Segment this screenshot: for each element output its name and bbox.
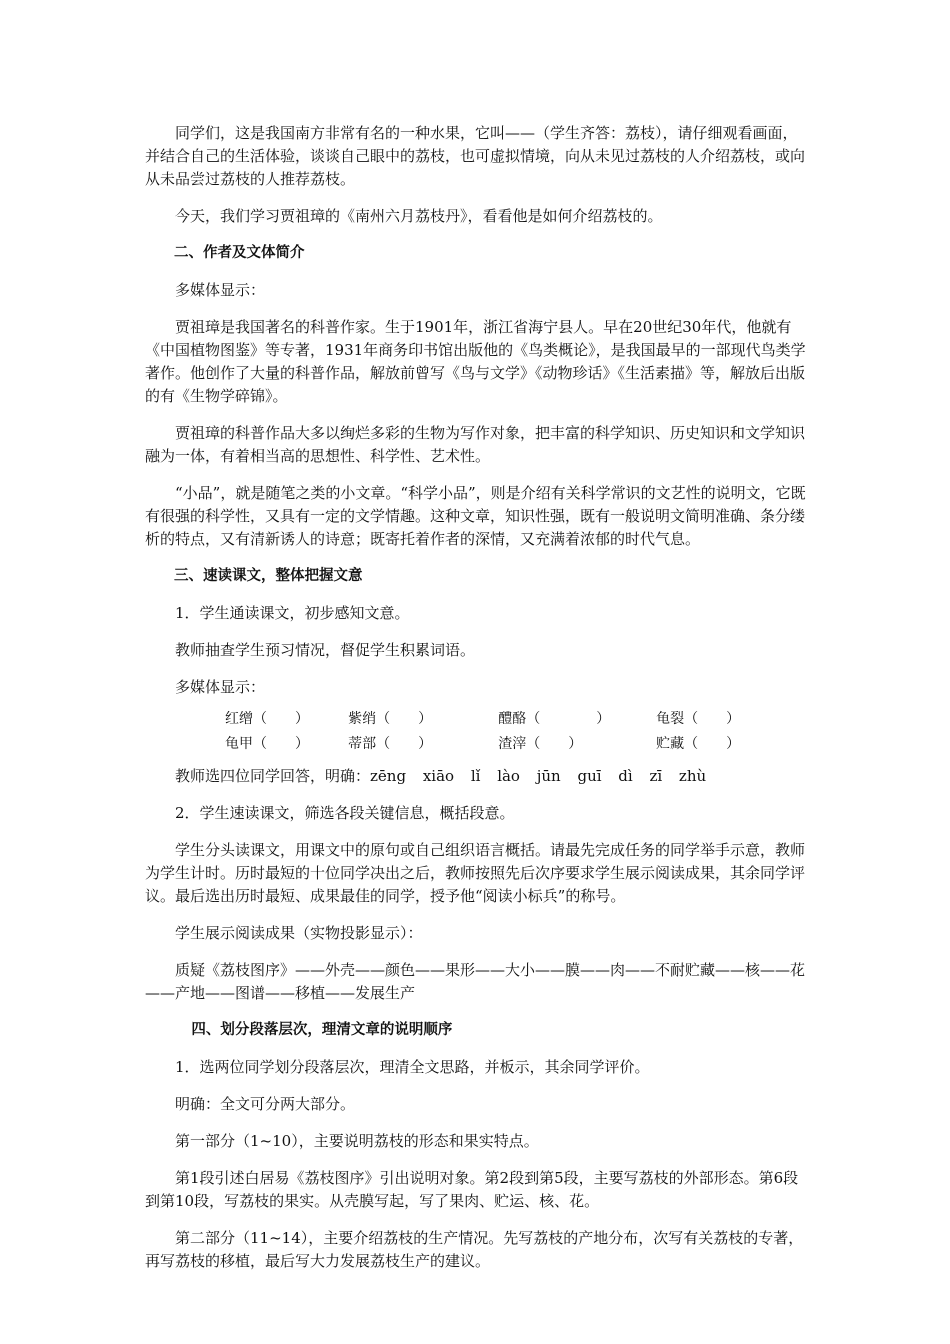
part-two: 第二部分（11~14），主要介绍荔枝的生产情况。先写荔枝的产地分布，次写有关荔枝的专著，再写荔枝的移植，最后写大力发展荔枝生产的建议。 [145, 1229, 804, 1270]
today-paragraph: 今天，我们学习贾祖璋的《南州六月荔枝丹》，看看他是如何介绍荔枝的。 [175, 207, 663, 225]
section-heading-2: 二、作者及文体简介 [174, 245, 305, 261]
vocab-row [225, 732, 811, 757]
genre-paragraph: “小品”，就是随笔之类的小文章。“科学小品”，则是介绍有关科学常识的文艺性的说明文，它既有很强的科学性，又具有一定的文学情趣。这种文章，知识性强，既有一般说明文简明准确、条分缕析的特点，又有清新诱人的诗意；既寄托着作者的深情，又充满着浓郁的时代气息。 [145, 484, 806, 548]
check-preview: 教师抽查学生预习情况，督促学生积累词语。 [175, 641, 476, 659]
vocab-table [145, 707, 811, 757]
works-paragraph: 贾祖璋的科普作品大多以绚烂多彩的生物为写作对象，把丰富的科学知识、历史知识和文学知识融为一体，有着相当高的思想性、科学性、艺术性。 [145, 424, 806, 465]
step-2: 2．学生速读课文，筛选各段关键信息，概括段意。 [175, 804, 515, 822]
vocab-item: 紫绡（ ） [348, 711, 433, 727]
section-heading-3: 三、速读课文，整体把握文意 [174, 568, 363, 584]
vocab-item: 龟甲（ ） [225, 736, 309, 752]
author-paragraph: 贾祖璋是我国著名的科普作家。生于1901年，浙江省海宁县人。早在20世纪30年代，他就有《中国植物图鉴》等专著，1931年商务印书馆出版他的《鸟类概论》，是我国最早的一部现代鸟类学著作。他创作了大量的科普作品，解放前曾写《鸟与文学》《动物珍话》《生活素描》等，解放后出版的有《生物学碎锦》。 [145, 318, 806, 405]
results-chain: 质疑《荔枝图序》——外壳——颜色——果形——大小——膜——肉——不耐贮藏——核——花——产地——图谱——移植——发展生产 [145, 961, 806, 1002]
step-1-structure: 1．选两位同学划分段落层次，理清全文思路，并板示，其余同学评价。 [175, 1058, 650, 1076]
vocab-item: 贮藏（ ） [656, 736, 741, 752]
multimedia-label: 多媒体显示： [175, 281, 266, 299]
activity-paragraph: 学生分头读课文，用课文中的原句或自己组织语言概括。请最先完成任务的同学举手示意，教师为学生计时。历时最短的十位同学决出之后，教师按照先后次序要求学生展示阅读成果，其余同学评议。最后选出历时最短、成果最佳的同学，授予他“阅读小标兵”的称号。 [145, 841, 806, 905]
pinyin-answers: zēng xiāo lǐ lào jūn guī dì zī zhù [370, 767, 707, 785]
answer-line [145, 765, 811, 788]
document-page [145, 122, 811, 1287]
results-label: 学生展示阅读成果（实物投影显示）： [175, 924, 423, 942]
vocab-item: 渣滓（ ） [498, 736, 583, 752]
vocab-item: 蒂部（ ） [348, 736, 433, 752]
multimedia-label-2: 多媒体显示： [175, 678, 266, 696]
vocab-row [225, 707, 811, 732]
section-heading-4: 四、划分段落层次，理清文章的说明顺序 [191, 1022, 453, 1038]
intro-paragraph: 同学们，这是我国南方非常有名的一种水果，它叫——（学生齐答：荔枝），请仔细观看画面，并结合自己的生活体验，谈谈自己眼中的荔枝，也可虚拟情境，向从未见过荔枝的人介绍荔枝，或向从未品尝过荔枝的人推荐荔枝。 [145, 124, 806, 188]
clarify-line: 明确：全文可分两大部分。 [175, 1095, 356, 1113]
part-one: 第一部分（1~10），主要说明荔枝的形态和果实特点。 [175, 1132, 539, 1150]
vocab-item: 红缯（ ） [225, 711, 309, 727]
answer-prefix: 教师选四位同学回答，明确： [175, 767, 371, 785]
step-1: 1．学生通读课文，初步感知文意。 [175, 604, 410, 622]
vocab-item: 龟裂（ ） [656, 711, 741, 727]
vocab-item: 醴酪（ ） [498, 711, 611, 727]
part-one-detail: 第1段引述白居易《荔枝图序》引出说明对象。第2段到第5段，主要写荔枝的外部形态。第6段到第10段，写荔枝的果实。从壳膜写起，写了果肉、贮运、核、花。 [145, 1169, 799, 1210]
